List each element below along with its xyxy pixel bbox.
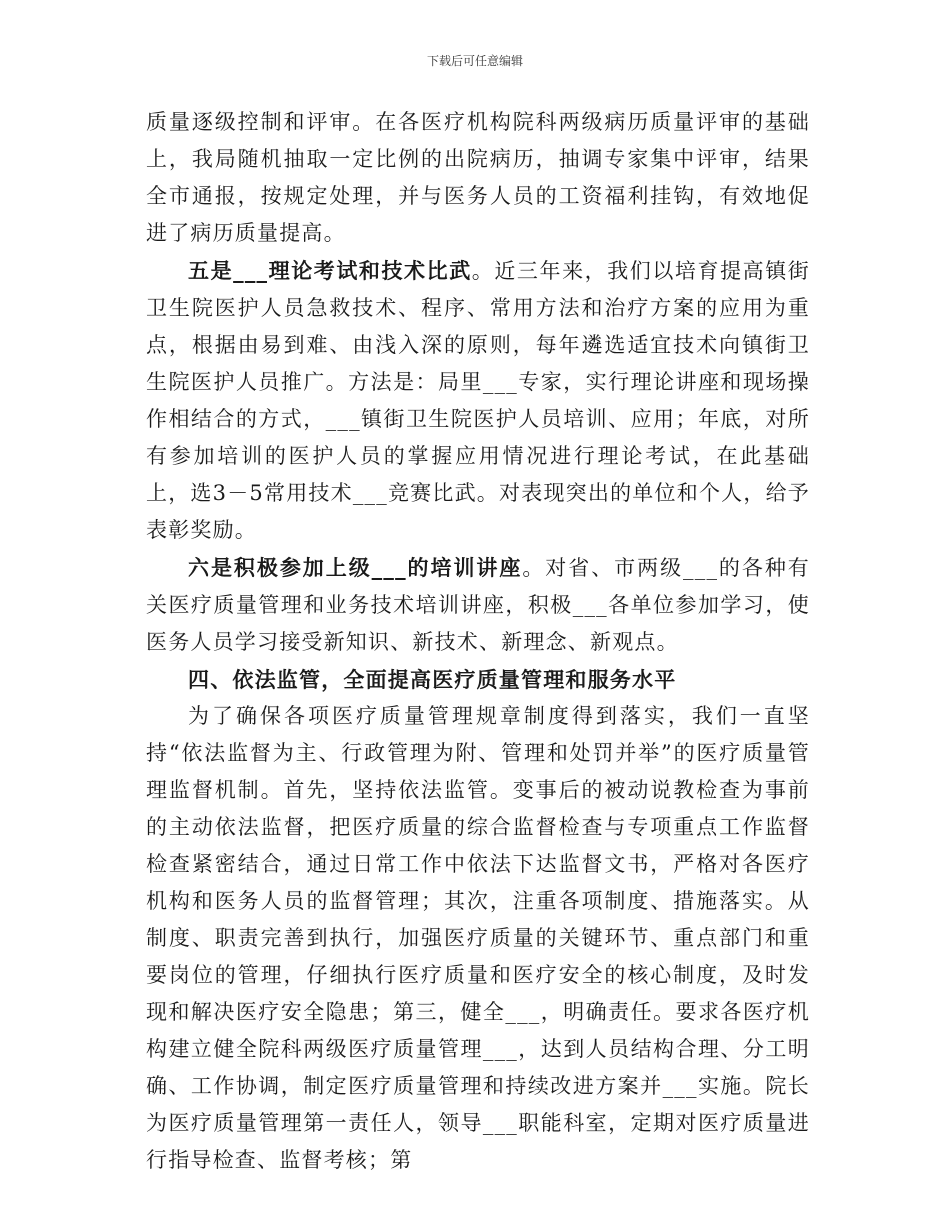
page-header: 下载后可任意编辑 [426, 54, 523, 68]
paragraph-record-review: 质量逐级控制和评审。在各医疗机构院科两级病历质量评审的基础上，我局随机抽取一定比例的出院病历，抽调专家集中评审，结果全市通报，按规定处理，并与医务人员的工资福利挂钩，有效地促进了病历质量提高。 [146, 110, 810, 245]
paragraph-body-training: 。对省、市两级___的各种有关医疗质量管理和业务技术培训讲座，积极___各单位参加学习，使医务人员学习接受新知识、新技术、新理念、新观点。 [146, 556, 810, 654]
paragraph-training-lectures [146, 549, 810, 661]
paragraph-lead-training: 六是积极参加上级___的培训讲座 [188, 555, 523, 580]
section-heading-supervision: 四、依法监管，全面提高医疗质量管理和服务水平 [188, 667, 677, 692]
paragraph-supervision: 为了确保各项医疗质量管理规章制度得到落实，我们一直坚持“依法监督为主、行政管理为附、管理和处罚并举”的医疗质量管理监督机制。首先，坚持依法监管。变事后的被动说教检查为事前的主动依法监督，把医疗质量的综合监督检查与专项重点工作监督检查紧密结合，通过日常工作中依法下达监督文书，严格对各医疗机构和医务人员的监督管理；其次，注重各项制度、措施落实。从制度、职责完善到执行，加强医疗质量的关键环节、重点部门和重要岗位的管理，仔细执行医疗质量和医疗安全的核心制度，及时发现和解决医疗安全隐患；第三，健全___，明确责任。要求各医疗机构建立健全院科两级医疗质量管理___，达到人员结构合理、分工明确、工作协调，制定医疗质量管理和持续改进方案并___实施。院长为医疗质量管理第一责任人，领导___职能科室，定期对医疗质量进行指导检查、监督考核；第 [146, 704, 810, 1172]
paragraph-body-exam: 。近三年来，我们以培育提高镇街卫生院医护人员急救技术、程序、常用方法和治疗方案的应用为重点，根据由易到难、由浅入深的原则，每年遴选适宜技术向镇街卫生院医护人员推广。方法是：局里___专家，实行理论讲座和现场操作相结合的方式，___镇街卫生院医护人员培训、应用；年底，对所有参加培训的医护人员的掌握应用情况进行理论考试，在此基础上，选3－5常用技术___竞赛比武。对表现突出的单位和个人，给予表彰奖励。 [146, 259, 810, 542]
paragraph-lead-exam: 五是___理论考试和技术比武 [188, 258, 472, 283]
document-body [146, 104, 810, 1179]
paragraph-exam-competition [146, 252, 810, 549]
